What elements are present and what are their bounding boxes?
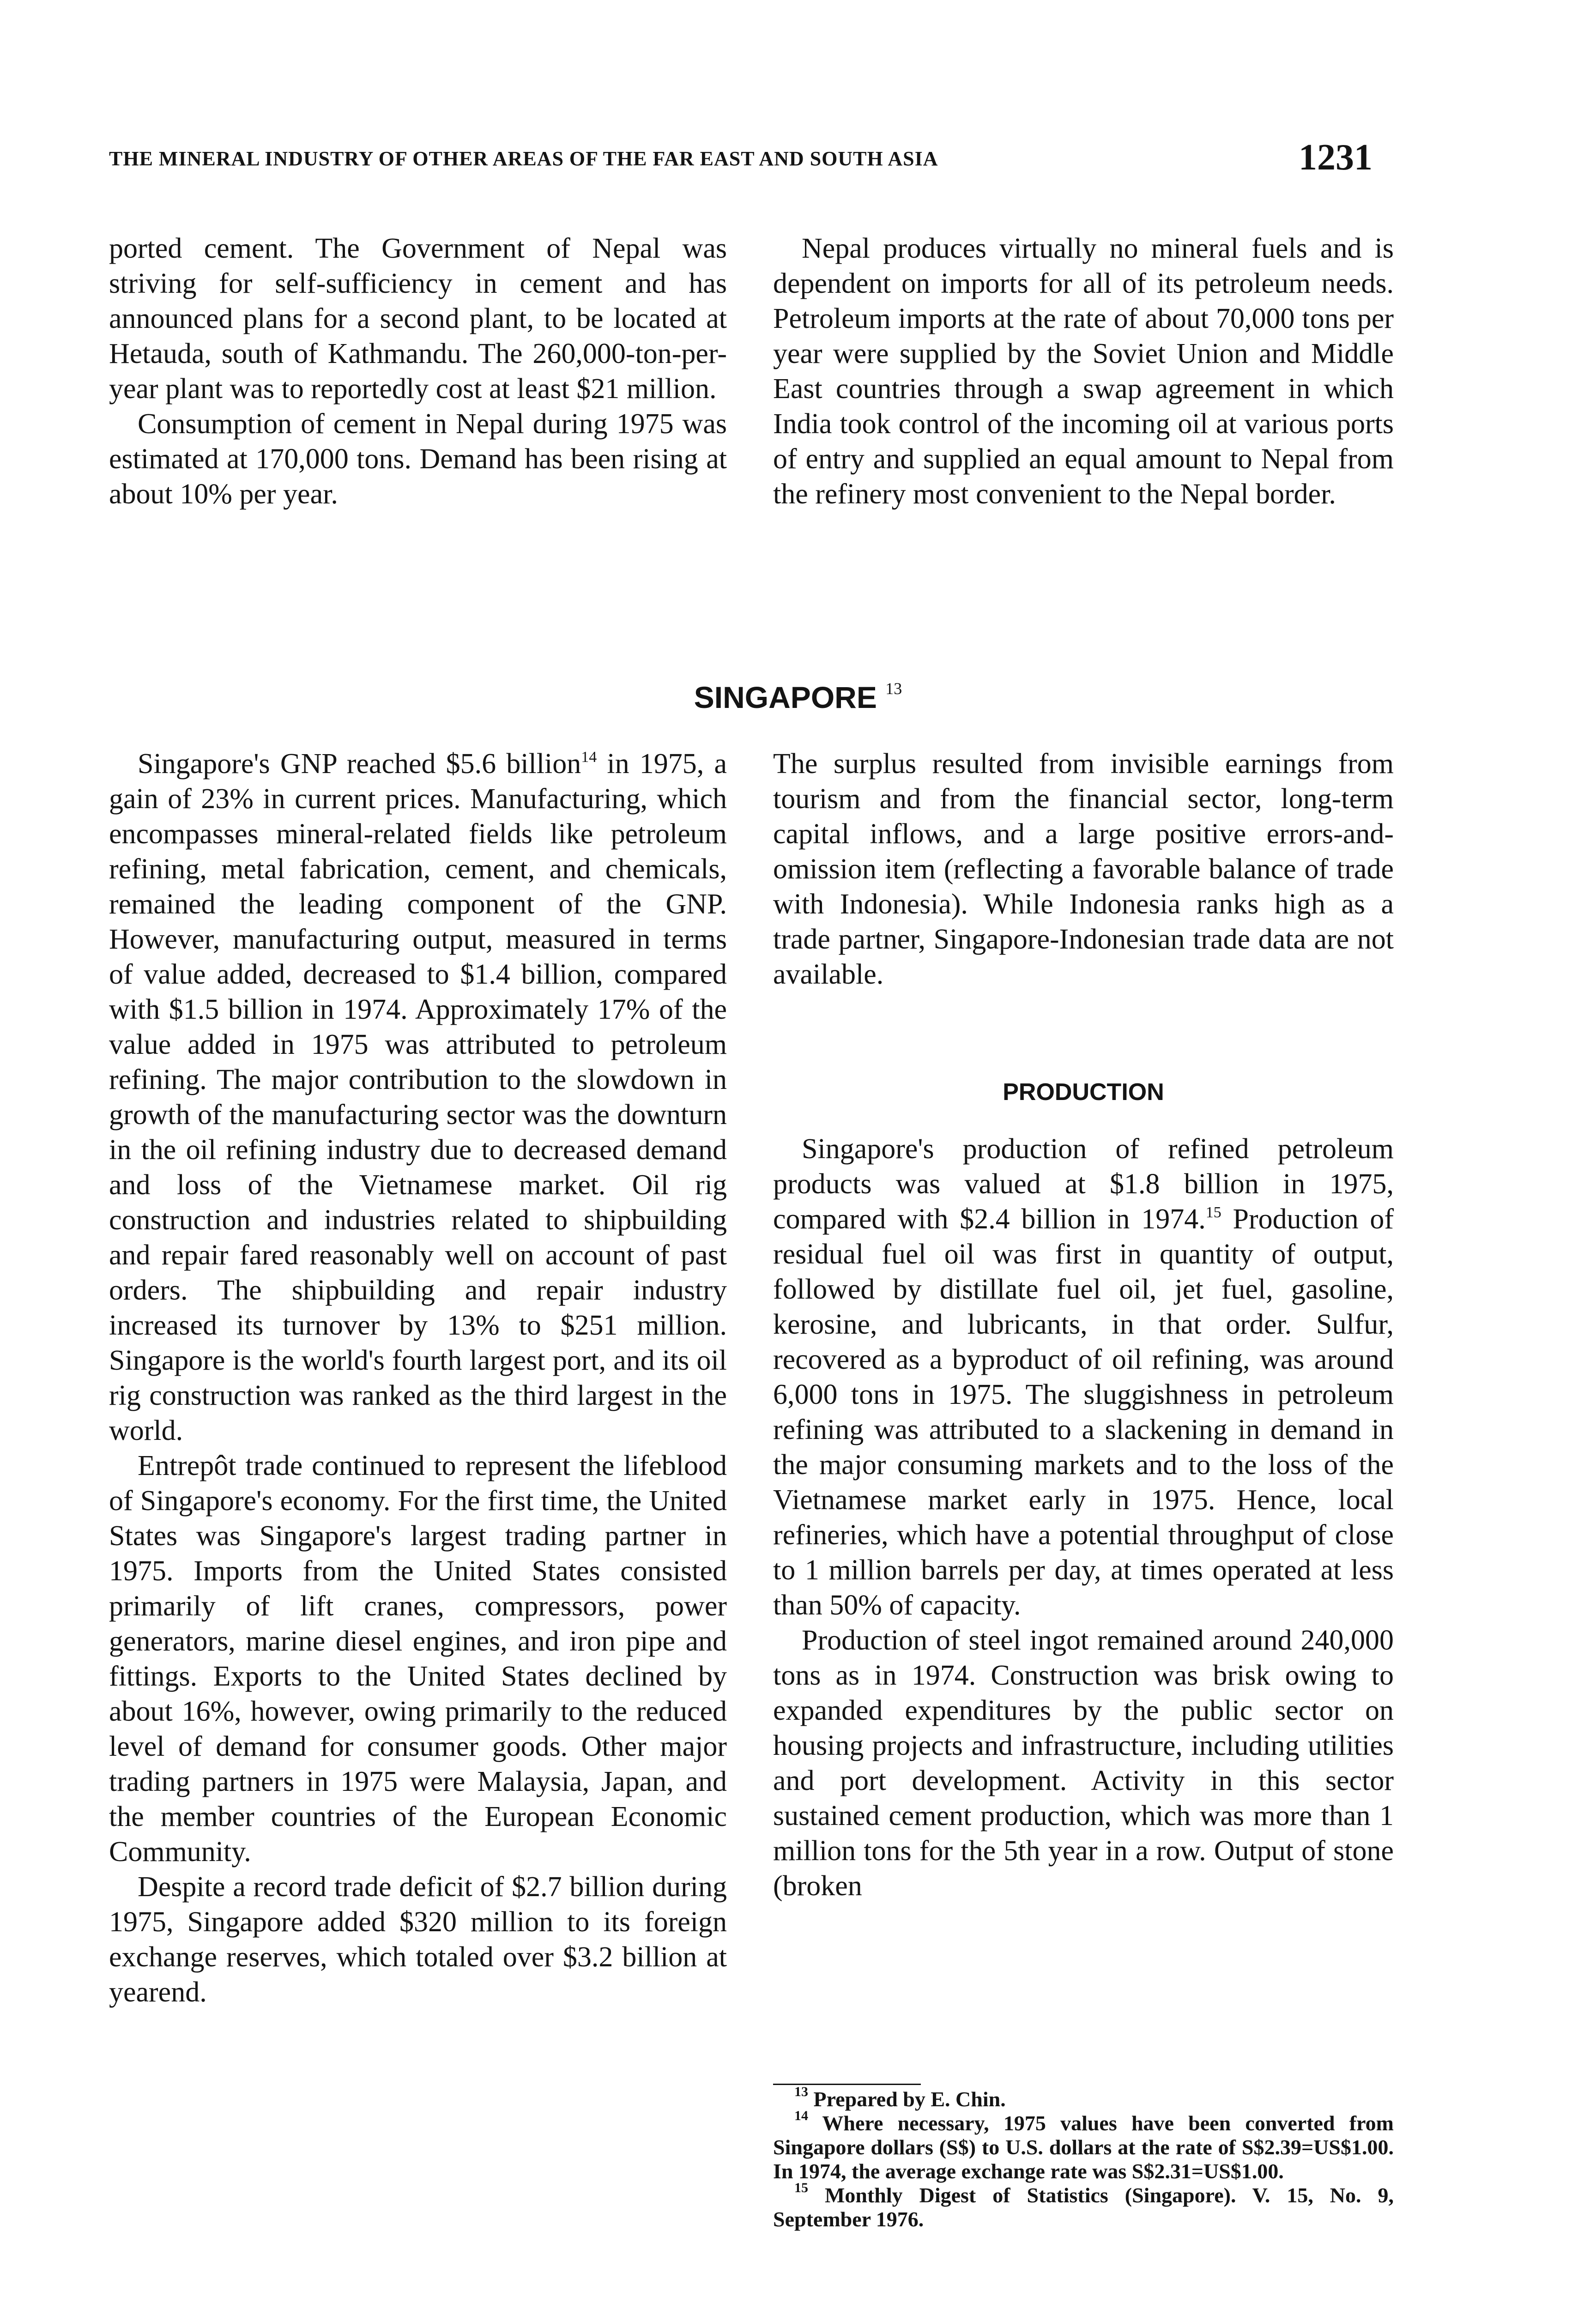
paragraph — [773, 1131, 1394, 1623]
paragraph: Production of steel ingot remained around 240,000 tons as in 1974. Construction was brisk owing to expanded expenditures by the public sector on housing projects and infrastructure, including utilities and port development. Activity in this sector sustained cement production, which was more than 1 million tons for the 5th year in a row. Output of stone (broken — [773, 1625, 1394, 1902]
paragraph-text: Production of residual fuel oil was first in quantity of output, followed by distillate fuel oil, jet fuel, gasoline, kerosine, and lubricants, in that order. Sulfur, recovered as a byproduct of oil refining, was around 6,000 tons in 1975. The sluggishness in petroleum refining was attributed to a slackening in demand in the major consuming markets and to the loss of the Vietnamese market early in 1975. Hence, local refineries, which have a potential throughput of close to 1 million barrels per day, at times operated at less than 50% of capacity. — [773, 1203, 1394, 1621]
footnote-number: 15 — [794, 2180, 808, 2195]
nepal-left-column — [109, 231, 727, 512]
paragraph-text: Singapore's GNP reached $5.6 billion — [138, 748, 581, 780]
footnote-ref: 15 — [1205, 1204, 1221, 1221]
singapore-right-column-top — [773, 746, 1394, 992]
singapore-left-column — [109, 746, 727, 2010]
footnote-number: 14 — [794, 2108, 808, 2123]
paragraph: ported cement. The Government of Nepal was striving for self-sufficiency in cement and has announced plans for a second plant, to be located at Hetauda, south of Kathmandu. The 260,000-ton-per-year plant was to reportedly cost at least $21 million. — [109, 233, 727, 405]
paragraph — [109, 746, 727, 1448]
footnote-text: Monthly Digest of Statistics (Singapore). V. 15, No. 9, September 1976. — [773, 2183, 1394, 2231]
footnotes — [773, 2084, 1394, 2231]
nepal-right-column — [773, 231, 1394, 512]
footnote — [773, 2180, 1394, 2231]
paragraph: Entrepôt trade continued to represent the lifeblood of Singapore's economy. For the first time, the United States was Singapore's largest trading partner in 1975. Imports from the United States consisted primarily of lift cranes, compressors, power generators, marine diesel engines, and iron pipe and fittings. Exports to the United States declined by about 16%, however, owing primarily to the reduced level of demand for consumer goods. Other major trading partners in 1975 were Malaysia, Japan, and the member countries of the European Economic Community. — [109, 1450, 727, 1868]
paragraph-text: Singapore's production of refined petroleum products was valued at $1.8 billion in 1975, compared with $2.4 billion in 1974. — [773, 1133, 1394, 1235]
paragraph: Despite a record trade deficit of $2.7 billion during 1975, Singapore added $320 million to its foreign exchange reserves, which totaled over $3.2 billion at yearend. — [109, 1871, 727, 2008]
paragraph: Consumption of cement in Nepal during 1975 was estimated at 170,000 tons. Demand has been rising at about 10% per year. — [109, 408, 727, 510]
production-subhead: PRODUCTION — [1003, 1079, 1164, 1106]
page-number: 1231 — [1299, 137, 1372, 178]
footnote-ref: 13 — [885, 679, 902, 698]
footnote-text: Where necessary, 1975 values have been converted from Singapore dollars (S$) to U.S. dollars at the rate of S$2.39=US$1.00. In 1974, the average exchange rate was S$2.31=US$1.00. — [773, 2111, 1394, 2183]
footnote-number: 13 — [794, 2084, 808, 2099]
paragraph: Nepal produces virtually no mineral fuels and is dependent on imports for all of its petroleum needs. Petroleum imports at the rate of about 70,000 tons per year were supplied by the Soviet Union and Middle East countries through a swap agreement in which India took control of the incoming oil at various ports of entry and supplied an equal amount to Nepal from the refinery most convenient to the Nepal border. — [773, 233, 1394, 510]
paragraph: The surplus resulted from invisible earnings from tourism and from the financial sector, long-term capital inflows, and a large positive errors-and-omission item (reflecting a favorable balance of trade with Indonesia). While Indonesia ranks high as a trade partner, Singapore-Indonesian trade data are not available. — [773, 748, 1394, 990]
paragraph-text: in 1975, a gain of 23% in current prices. Manufacturing, which encompasses mineral-related fields like petroleum refining, metal fabrication, cement, and chemicals, remained the leading component of the GNP. However, manufacturing output, measured in terms of value added, decreased to $1.4 billion, compared with $1.5 billion in 1974. Approximately 17% of the value added in 1975 was attributed to petroleum refining. The major contribution to the slowdown in growth of the manufacturing sector was the downturn in the oil refining industry due to decreased demand and loss of the Vietnamese market. Oil rig construction and industries related to shipbuilding and repair fared reasonably well on account of past orders. The shipbuilding and repair industry increased its turnover by 13% to $251 million. Singapore is the world's fourth largest port, and its oil rig construction was ranked as the third largest in the world. — [109, 748, 727, 1446]
section-title-text: SINGAPORE — [694, 680, 877, 714]
footnote — [773, 2084, 1394, 2111]
footnote-text: Prepared by E. Chin. — [813, 2087, 1006, 2111]
footnote-ref: 14 — [581, 749, 597, 766]
running-head: THE MINERAL INDUSTRY OF OTHER AREAS OF THE FAR EAST AND SOUTH ASIA — [109, 147, 938, 170]
footnote — [773, 2108, 1394, 2183]
singapore-right-column-production — [773, 1131, 1394, 1904]
section-title — [0, 668, 1596, 718]
